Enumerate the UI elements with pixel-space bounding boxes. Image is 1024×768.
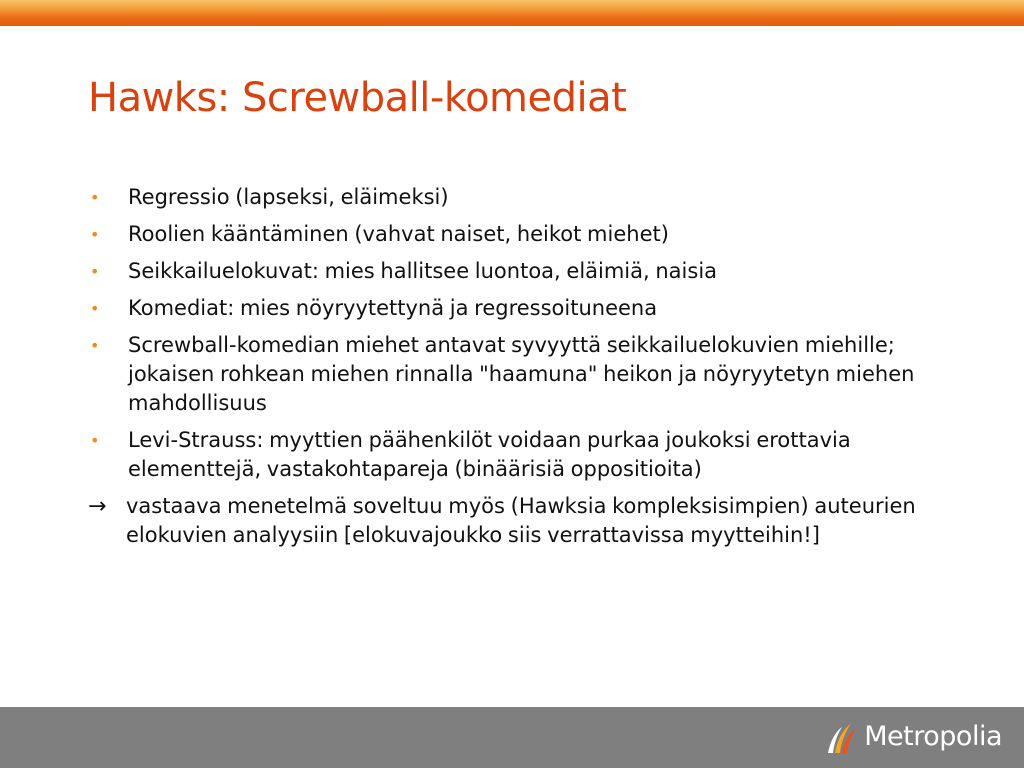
bullet-icon: • [90,262,100,281]
list-item [88,257,968,286]
slide-title: Hawks: Screwball-komediat [88,75,627,121]
bullet-icon: • [90,225,100,244]
list-item-text: Regressio (lapseksi, eläimeksi) [128,185,449,209]
bullet-icon: • [90,431,100,450]
list-item [88,183,968,212]
list-item-text: vastaava menetelmä soveltuu myös (Hawksia kompleksisimpien) auteurien elokuvien analyysiin [elokuvajoukko siis verrattavissa myytteihin!] [126,494,916,547]
bullet-list [88,183,968,558]
arrow-right-icon: → [88,494,107,519]
list-item [88,492,968,550]
list-item-text: Roolien kääntäminen (vahvat naiset, heikot miehet) [128,222,669,246]
list-item [88,331,968,418]
list-item-text: Komediat: mies nöyryytettynä ja regressoituneena [128,296,658,320]
list-item-text: Seikkailuelokuvat: mies hallitsee luontoa, eläimiä, naisia [128,259,718,283]
list-item [88,220,968,249]
list-item-text: Screwball-komedian miehet antavat syvyyttä seikkailuelokuvien miehille; jokaisen rohkean miehen rinnalla "haamuna" heikon ja nöyryytetyn miehen mahdollisuus [128,333,915,415]
metropolia-logo [824,719,1002,755]
bullet-icon: • [90,188,100,207]
list-item [88,426,968,484]
bullet-icon: • [90,299,100,318]
bullet-icon: • [90,336,100,355]
top-accent-bar [0,0,1024,26]
logo-text: Metropolia [864,721,1002,752]
metropolia-flame-icon [824,719,858,755]
list-item [88,294,968,323]
footer-bar [0,707,1024,768]
list-item-text: Levi-Strauss: myyttien päähenkilöt voidaan purkaa joukoksi erottavia elementtejä, vastakohtapareja (binäärisiä oppositioita) [128,428,851,481]
